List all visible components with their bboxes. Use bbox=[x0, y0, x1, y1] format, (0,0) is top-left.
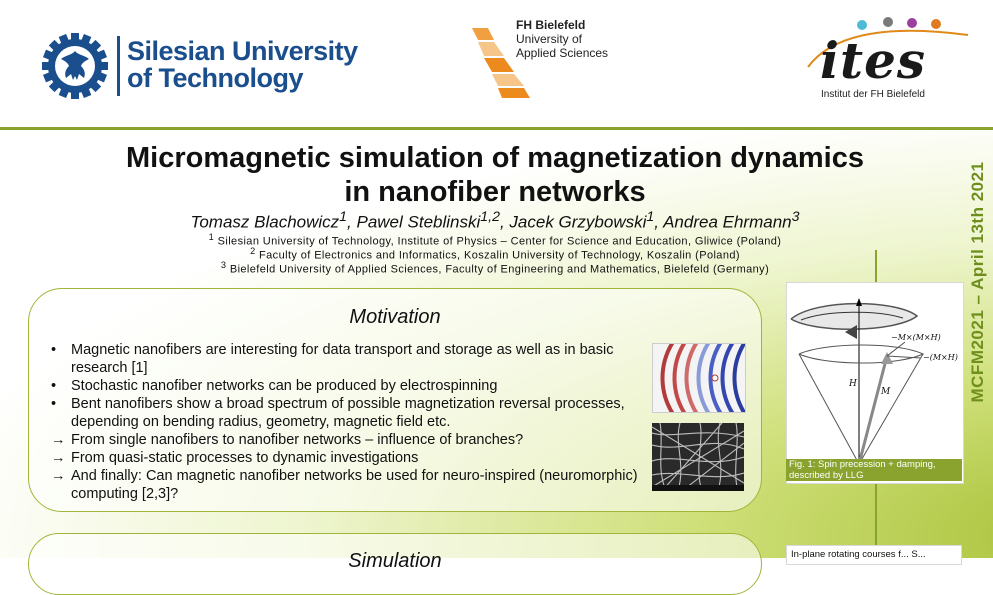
ites-dot-icon bbox=[907, 18, 917, 28]
silesian-line2: of Technology bbox=[127, 63, 303, 93]
author-name: Andrea Ehrmann bbox=[663, 212, 792, 232]
list-item bbox=[51, 467, 651, 503]
author-list: Tomasz Blachowicz$^1$, Pawel Steblinski$^{1,2}$, Jacek Grzybowski$^1$, Andrea Ehrmann$^3$ bbox=[190, 209, 800, 232]
affiliation-3 bbox=[30, 258, 960, 277]
figure2-caption: In-plane rotating courses f... S... bbox=[786, 545, 962, 565]
list-item-text: Magnetic nanofibers are interesting for data transport and storage as well as in basic research [1] bbox=[71, 342, 614, 376]
list-item bbox=[51, 341, 651, 377]
affiliation-sup: 1 bbox=[208, 232, 215, 242]
author-name: Tomasz Blachowicz bbox=[190, 212, 340, 232]
affiliation-text: Faculty of Electronics and Informatics, Koszalin University of Technology, Koszalin (Poland) bbox=[259, 249, 740, 262]
ites-subtitle: Institut der FH Bielefeld bbox=[821, 89, 925, 100]
list-item bbox=[51, 449, 651, 467]
poster-title bbox=[30, 141, 960, 209]
spin-precession-figure bbox=[786, 282, 964, 484]
nanofiber-sem-image bbox=[652, 423, 744, 491]
ites-dot-icon bbox=[883, 17, 893, 27]
list-item bbox=[51, 395, 651, 431]
title-line1: Micromagnetic simulation of magnetization dynamics bbox=[125, 142, 864, 174]
motivation-list bbox=[51, 341, 651, 503]
author-name: Jacek Grzybowski bbox=[509, 212, 647, 232]
affiliation-text: Bielefeld University of Applied Sciences, Faculty of Engineering and Mathematics, Bielefeld (Germany) bbox=[229, 263, 770, 276]
list-item-text: And finally: Can magnetic nanofiber networks be used for neuro-inspired (neuromorphic) computing [2,3]? bbox=[71, 468, 638, 502]
conference-label: MCFM2021 – April 13th 2021 bbox=[968, 161, 987, 403]
precession-term-label: −(M×H) bbox=[923, 353, 958, 362]
fh-bielefeld-wordmark bbox=[516, 18, 608, 60]
header-divider bbox=[0, 127, 993, 130]
affiliation-sup: 2 bbox=[250, 246, 256, 256]
ites-dot-icon bbox=[857, 20, 867, 30]
field-vector-label: H bbox=[849, 379, 857, 389]
bullet-marker: • bbox=[51, 396, 57, 412]
list-item bbox=[51, 377, 651, 395]
arrow-marker: → bbox=[51, 432, 66, 448]
author-sup: 3 bbox=[791, 209, 800, 225]
simulation-section bbox=[28, 533, 762, 595]
damping-term-label: −M×(M×H) bbox=[891, 333, 941, 342]
author-name: Pawel Steblinski bbox=[356, 212, 481, 232]
bullet-marker: • bbox=[51, 342, 57, 358]
list-item-text: Bent nanofibers show a broad spectrum of possible magnetization reversal processes, depending on bending radius, geometry, magnetic field etc. bbox=[71, 396, 625, 430]
affiliation-text: Silesian University of Technology, Institute of Physics – Center for Science and Education, Gliwice (Poland) bbox=[217, 235, 782, 248]
motivation-title: Motivation bbox=[349, 306, 441, 328]
list-item-text: From single nanofibers to nanofiber networks – influence of branches? bbox=[71, 432, 524, 448]
list-item bbox=[51, 431, 651, 449]
fh-line3: Applied Sciences bbox=[516, 46, 609, 60]
arrow-marker: → bbox=[51, 450, 66, 466]
silesian-line1: Silesian University bbox=[127, 36, 358, 66]
silesian-gear-eagle-logo-icon bbox=[42, 33, 108, 99]
author-sup: 1 bbox=[339, 209, 348, 225]
author-sup: 1,2 bbox=[480, 209, 500, 225]
fh-name: FH Bielefeld bbox=[516, 18, 586, 32]
arrow-marker: → bbox=[51, 468, 66, 484]
fh-line2: University of bbox=[516, 32, 583, 46]
figure1-caption: Fig. 1: Spin precession + damping, described by LLG bbox=[786, 459, 962, 481]
author-sup: 1 bbox=[646, 209, 655, 225]
simulation-title: Simulation bbox=[348, 550, 442, 572]
ites-dot-icon bbox=[931, 19, 941, 29]
list-item-text: Stochastic nanofiber networks can be produced by electrospinning bbox=[71, 378, 498, 394]
affiliation-sup: 3 bbox=[220, 260, 227, 270]
magnetization-vector-label: M bbox=[881, 387, 891, 397]
ites-wordmark: ites bbox=[820, 31, 927, 90]
magnetization-domain-image bbox=[652, 343, 746, 413]
silesian-wordmark bbox=[127, 38, 358, 92]
conference-banner bbox=[964, 146, 992, 418]
list-item-text: From quasi-static processes to dynamic investigations bbox=[71, 450, 419, 466]
title-line2: in nanofiber networks bbox=[344, 176, 646, 208]
bullet-marker: • bbox=[51, 378, 57, 394]
silesian-divider-bar bbox=[117, 36, 120, 96]
